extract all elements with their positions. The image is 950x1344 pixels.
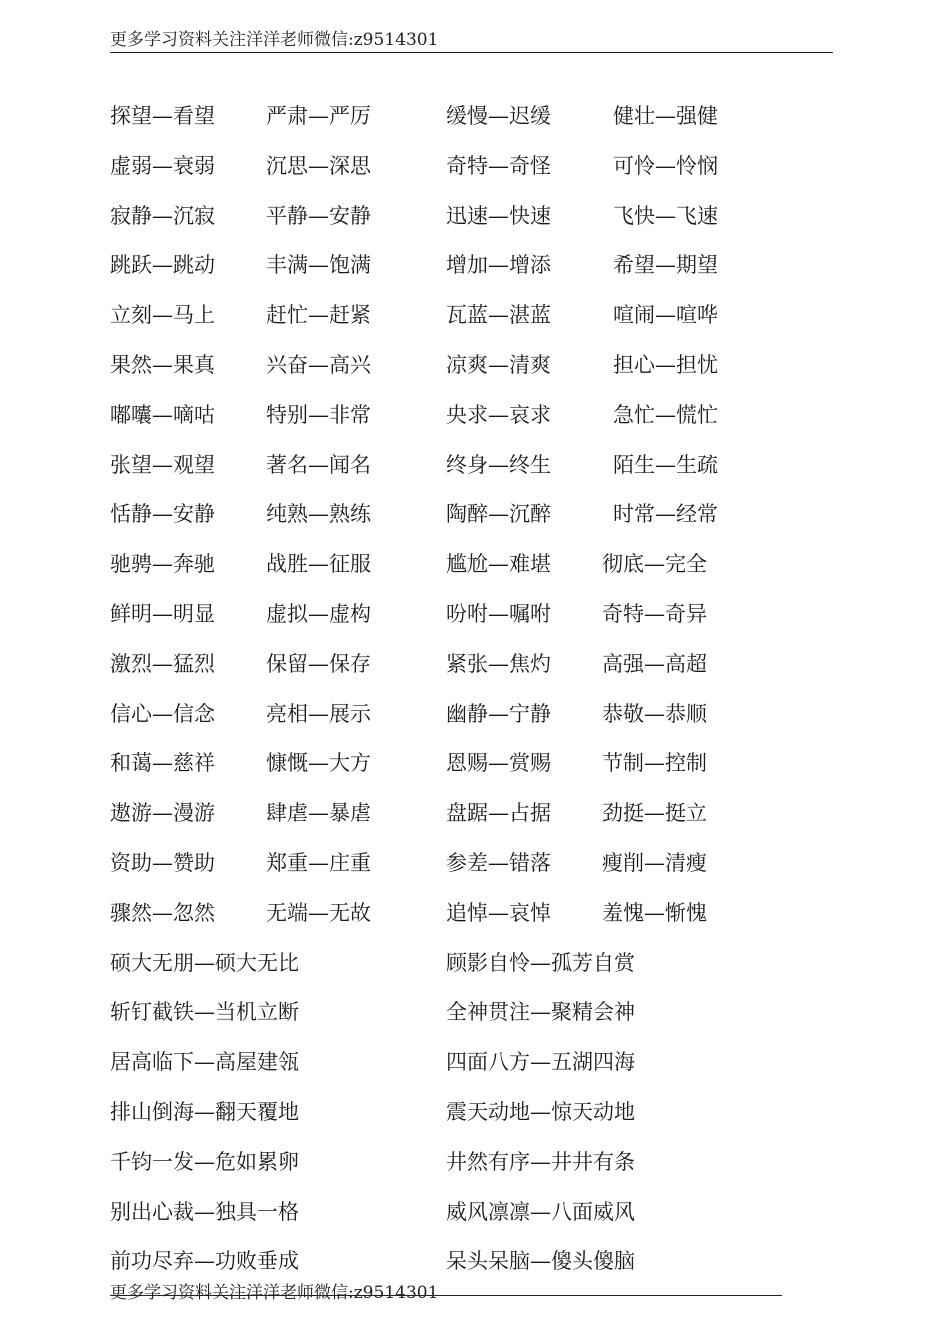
synonym-pair: 参差—错落 [446,850,551,875]
synonym-pair: 保留—保存 [266,651,371,676]
synonym-pair: 终身—终生 [446,452,551,477]
synonym-pair: 增加—增添 [446,253,551,278]
synonym-pair: 虚拟—虚构 [266,601,371,626]
synonym-row [110,293,870,343]
synonym-pair: 丰满—饱满 [266,253,371,278]
synonym-pair: 奇特—奇异 [602,601,707,626]
synonym-pair: 郑重—庄重 [266,850,371,875]
synonym-pair: 鲜明—明显 [110,601,215,626]
synonym-row [110,492,870,542]
synonym-pair: 喧闹—喧哗 [613,303,718,328]
synonym-pair: 和蔼—慈祥 [110,751,215,776]
synonym-row [110,243,870,293]
synonym-pair: 恬静—安静 [110,502,215,527]
header-text: 更多学习资料关注洋洋老师微信:z9514301 [110,30,439,50]
synonym-pair: 迅速—快速 [446,203,551,228]
synonym-row [110,692,870,742]
synonym-pair: 赶忙—赶紧 [266,303,371,328]
synonym-pair: 急忙—慌忙 [613,402,718,427]
idiom-row [110,1140,870,1190]
idiom-pair: 全神贯注—聚精会神 [446,1000,635,1025]
synonym-pair: 探望—看望 [110,104,215,128]
synonym-pair: 沉思—深思 [266,153,371,178]
synonym-pair: 陶醉—沉醉 [446,502,551,527]
idiom-row [110,1040,870,1090]
synonym-row [110,741,870,791]
idiom-row [110,1239,870,1289]
idiom-pair: 别出心裁—独具一格 [110,1199,299,1224]
idiom-row [110,1190,870,1240]
idiom-row [110,990,870,1040]
synonym-pair: 兴奋—高兴 [266,352,371,377]
synonym-pair: 担心—担忧 [613,352,718,377]
synonym-pair: 驰骋—奔驰 [110,552,215,577]
synonym-pair: 激烈—猛烈 [110,651,215,676]
synonym-row [110,542,870,592]
synonym-pair: 遨游—漫游 [110,801,215,826]
synonym-pair: 飞快—飞速 [613,203,718,228]
synonym-pair: 嘟囔—嘀咕 [110,402,215,427]
synonym-pair: 肆虐—暴虐 [266,801,371,826]
synonym-pair: 纯熟—熟练 [266,502,371,527]
idiom-row [110,941,870,991]
synonym-pair: 羞愧—惭愧 [602,900,707,925]
synonym-pair: 立刻—马上 [110,303,215,328]
synonym-pair: 缓慢—迟缓 [446,104,551,128]
synonym-pair: 彻底—完全 [602,552,707,577]
synonym-row [110,393,870,443]
idiom-pair: 震天动地—惊天动地 [446,1099,635,1124]
synonym-pair: 凉爽—清爽 [446,352,551,377]
synonym-row [110,443,870,493]
idiom-pair: 居高临下—高屋建瓴 [110,1050,299,1075]
synonym-pair: 瘦削—清瘦 [602,850,707,875]
idiom-pair: 斩钉截铁—当机立断 [110,1000,299,1025]
synonym-pair: 奇特—奇怪 [446,153,551,178]
synonym-pair: 瓦蓝—湛蓝 [446,303,551,328]
synonym-row [110,94,870,144]
page-footer [110,1283,782,1309]
word-list [110,94,870,1289]
idiom-pair: 顾影自怜—孤芳自赏 [446,950,635,975]
synonym-row [110,343,870,393]
synonym-pair: 幽静—宁静 [446,701,551,726]
synonym-row [110,144,870,194]
idiom-row [110,1090,870,1140]
synonym-row [110,791,870,841]
synonym-pair: 劲挺—挺立 [602,801,707,826]
footer-text: 更多学习资料关注洋洋老师微信:z9514301 [110,1283,439,1303]
synonym-pair: 骤然—忽然 [110,900,215,925]
synonym-pair: 希望—期望 [613,253,718,278]
synonym-pair: 严肃—严厉 [266,104,371,128]
synonym-row [110,592,870,642]
synonym-pair: 张望—观望 [110,452,215,477]
synonym-pair: 央求—哀求 [446,402,551,427]
synonym-pair: 尴尬—难堪 [446,552,551,577]
synonym-pair: 果然—果真 [110,352,215,377]
synonym-pair: 时常—经常 [613,502,718,527]
synonym-pair: 信心—信念 [110,701,215,726]
idiom-pair: 呆头呆脑—傻头傻脑 [446,1249,635,1274]
synonym-pair: 吩咐—嘱咐 [446,601,551,626]
synonym-pair: 高强—高超 [602,651,707,676]
synonym-pair: 特别—非常 [266,402,371,427]
idiom-pair: 前功尽弃—功败垂成 [110,1249,299,1274]
synonym-pair: 寂静—沉寂 [110,203,215,228]
synonym-pair: 紧张—焦灼 [446,651,551,676]
synonym-row [110,891,870,941]
synonym-row [110,841,870,891]
synonym-pair: 无端—无故 [266,900,371,925]
synonym-pair: 节制—控制 [602,751,707,776]
synonym-pair: 跳跃—跳动 [110,253,215,278]
synonym-pair: 可怜—怜悯 [613,153,718,178]
synonym-pair: 著名—闻名 [266,452,371,477]
footer-rule [110,1295,782,1296]
synonym-pair: 陌生—生疏 [613,452,718,477]
synonym-row [110,194,870,244]
synonym-pair: 恩赐—赏赐 [446,751,551,776]
synonym-pair: 虚弱—衰弱 [110,153,215,178]
idiom-pair: 硕大无朋—硕大无比 [110,950,299,975]
synonym-pair: 战胜—征服 [266,552,371,577]
synonym-pair: 恭敬—恭顺 [602,701,707,726]
synonym-pair: 健壮—强健 [613,104,718,128]
synonym-pair: 亮相—展示 [266,701,371,726]
synonym-row [110,642,870,692]
idiom-pair: 威风凛凛—八面威风 [446,1199,635,1224]
synonym-pair: 慷慨—大方 [266,751,371,776]
idiom-pair: 井然有序—井井有条 [446,1149,635,1174]
idiom-pair: 排山倒海—翻天覆地 [110,1099,299,1124]
idiom-pair: 四面八方—五湖四海 [446,1050,635,1075]
synonym-pair: 资助—赞助 [110,850,215,875]
synonym-pair: 追悼—哀悼 [446,900,551,925]
synonym-pair: 平静—安静 [266,203,371,228]
synonym-pair: 盘踞—占据 [446,801,551,826]
page-header [110,30,833,53]
idiom-pair: 千钧一发—危如累卵 [110,1149,299,1174]
